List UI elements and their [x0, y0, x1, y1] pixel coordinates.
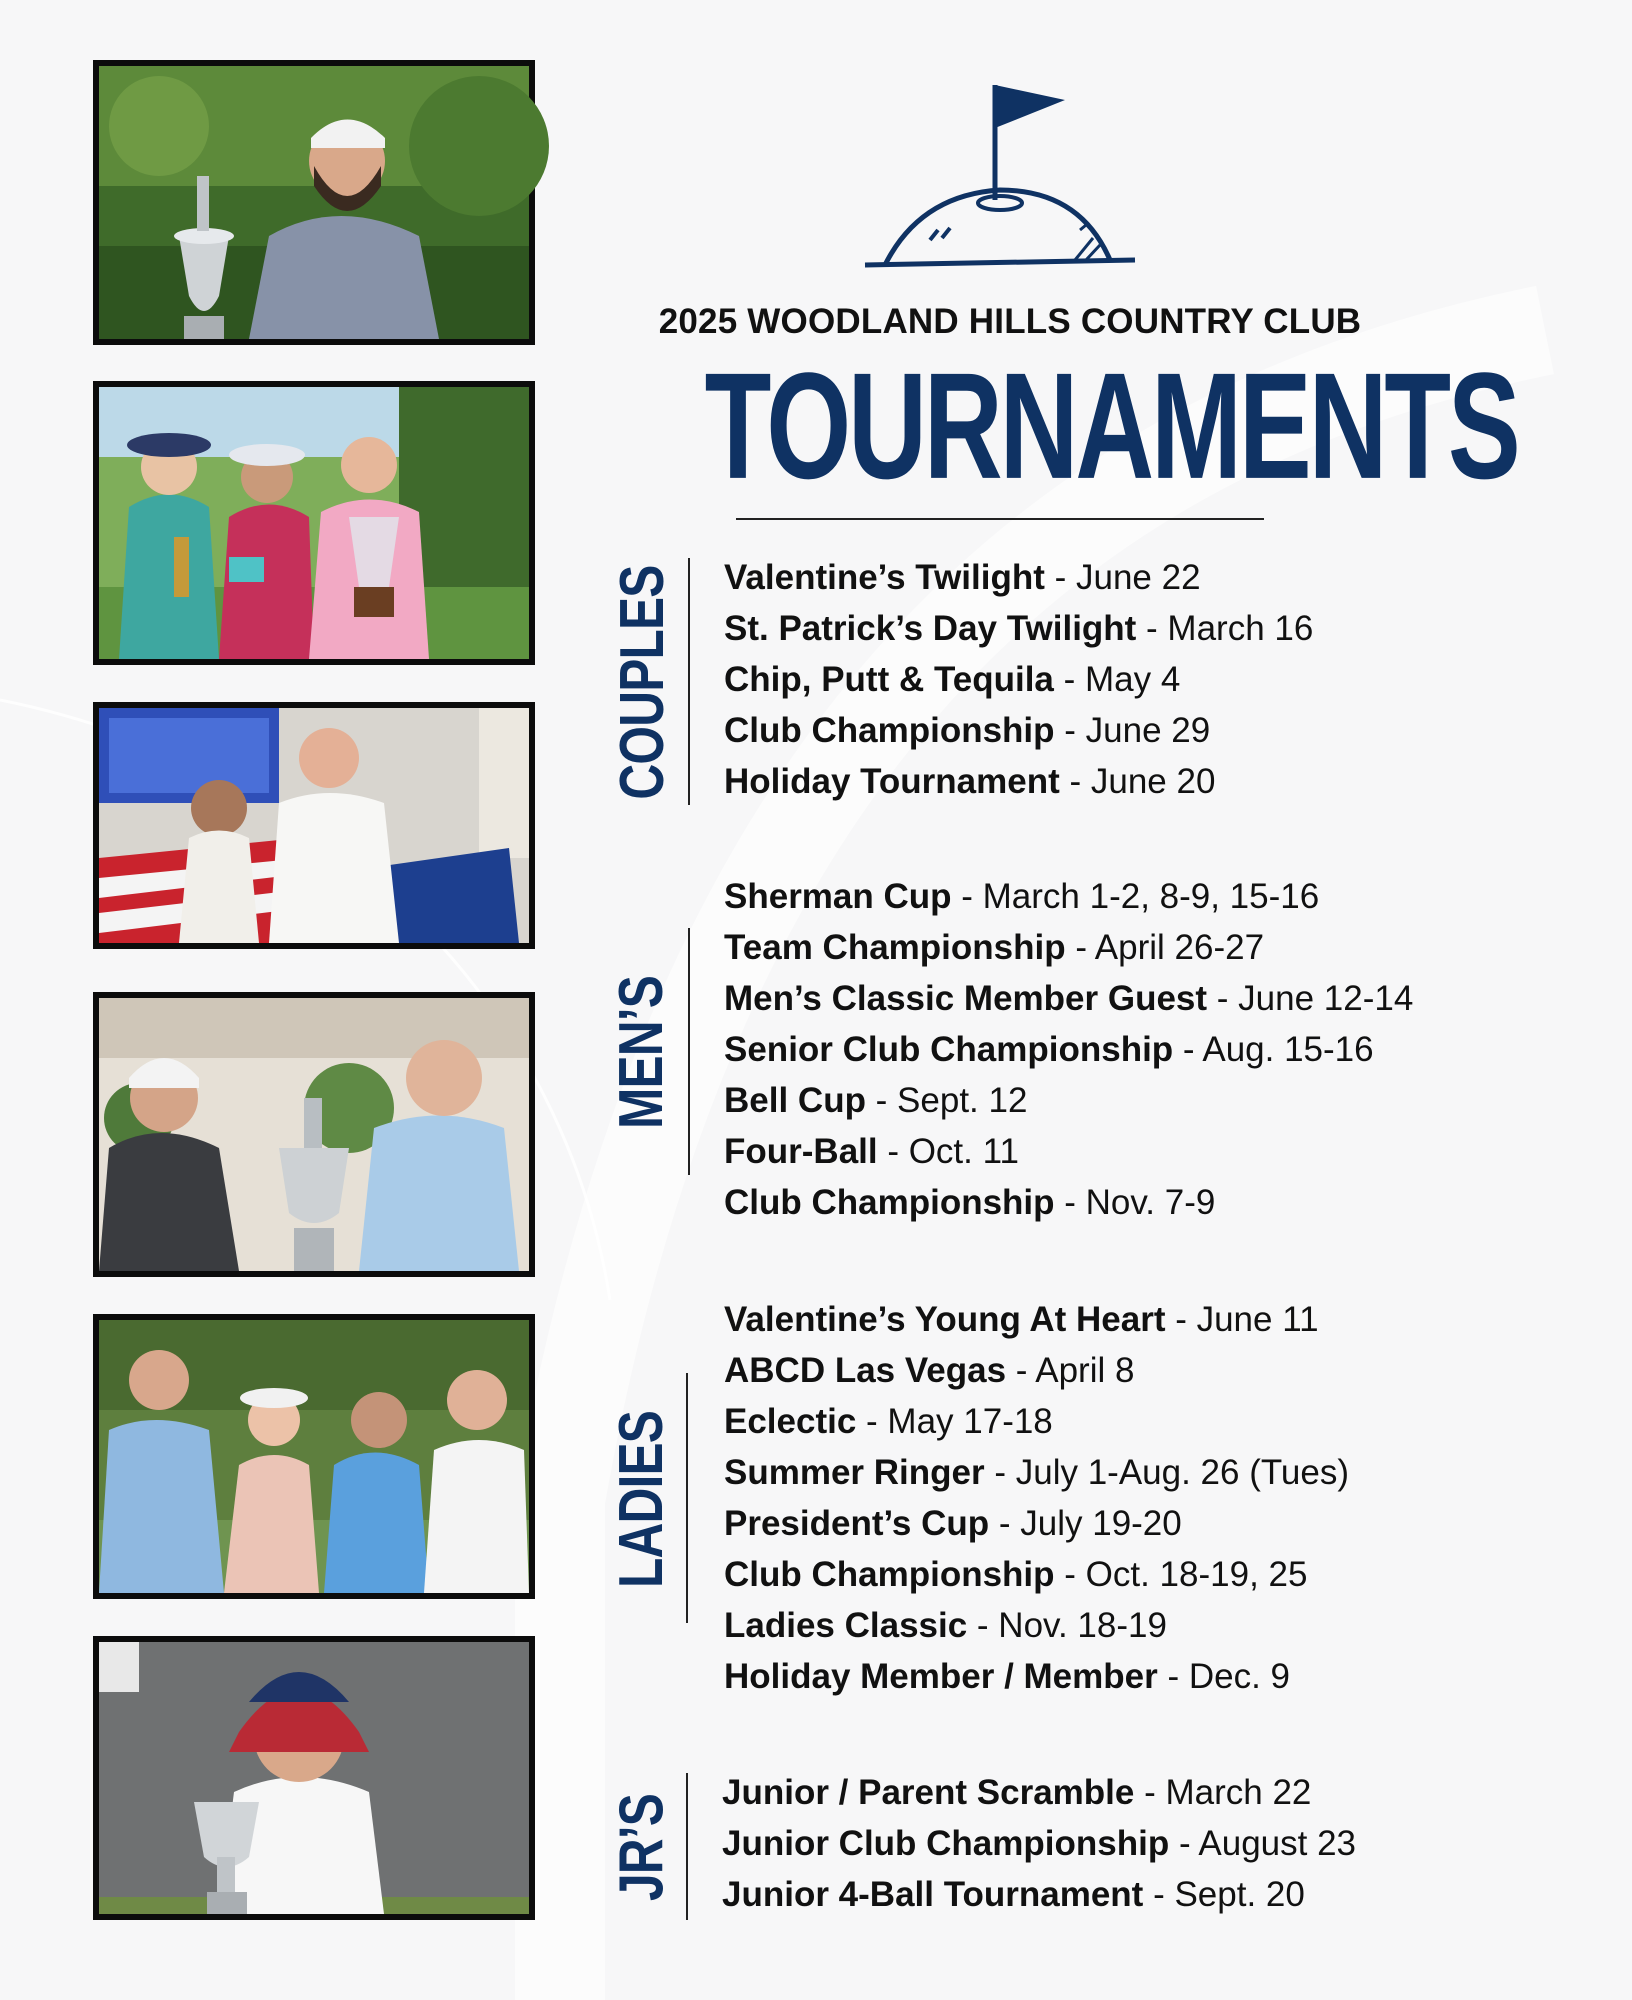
list-item: Summer Ringer - July 1-Aug. 26 (Tues) — [724, 1453, 1350, 1492]
section-label-couples — [602, 560, 682, 805]
list-item: St. Patrick’s Day Twilight - March 16 — [724, 609, 1314, 648]
section-divider-juniors — [686, 1773, 688, 1920]
photo-junior-champion — [93, 1636, 535, 1920]
photo-mens-cup-winners — [93, 992, 535, 1277]
events-list-couples — [724, 552, 1313, 807]
events-list-mens — [724, 871, 1413, 1228]
club-subtitle: 2025 WOODLAND HILLS COUNTRY CLUB — [658, 302, 1362, 341]
section-divider-mens — [688, 928, 690, 1175]
list-item: Valentine’s Young At Heart - June 11 — [724, 1300, 1319, 1339]
list-item: Senior Club Championship - Aug. 15-16 — [724, 1030, 1374, 1069]
page-title — [590, 340, 1518, 511]
list-item: Junior 4-Ball Tournament - Sept. 20 — [722, 1875, 1305, 1914]
list-item: Bell Cup - Sept. 12 — [724, 1081, 1028, 1120]
section-label-ladies — [602, 1375, 682, 1623]
list-item: Junior / Parent Scramble - March 22 — [722, 1773, 1312, 1812]
list-item: Men’s Classic Member Guest - June 12-14 — [724, 979, 1414, 1018]
section-label-mens-text: MEN’S — [607, 975, 677, 1130]
list-item: Valentine’s Twilight - June 22 — [724, 558, 1201, 597]
photo-ladies-winners — [93, 381, 535, 665]
list-item: Ladies Classic - Nov. 18-19 — [724, 1606, 1167, 1645]
section-divider-ladies — [686, 1373, 688, 1623]
header-divider — [736, 518, 1264, 520]
events-list-ladies — [724, 1294, 1349, 1702]
page-title-text: TOURNAMENTS — [704, 340, 1518, 511]
section-label-juniors-text: JR’S — [607, 1793, 677, 1902]
list-item: Four-Ball - Oct. 11 — [724, 1132, 1019, 1171]
list-item: Junior Club Championship - August 23 — [722, 1824, 1357, 1863]
list-item: Eclectic - May 17-18 — [724, 1402, 1053, 1441]
golf-flag-on-green-icon — [860, 80, 1140, 270]
list-item: President’s Cup - July 19-20 — [724, 1504, 1182, 1543]
list-item: Chip, Putt & Tequila - May 4 — [724, 660, 1181, 699]
section-label-mens — [602, 930, 682, 1175]
photo-champion-with-trophy — [93, 60, 535, 345]
list-item: ABCD Las Vegas - April 8 — [724, 1351, 1135, 1390]
section-label-ladies-text: LADIES — [607, 1410, 677, 1588]
list-item: Club Championship - Oct. 18-19, 25 — [724, 1555, 1308, 1594]
list-item: Team Championship - April 26-27 — [724, 928, 1265, 967]
section-label-juniors — [602, 1775, 682, 1920]
photo-family-group — [93, 1314, 535, 1599]
list-item: Club Championship - June 29 — [724, 711, 1211, 750]
list-item: Sherman Cup - March 1-2, 8-9, 15-16 — [724, 877, 1320, 916]
photo-couple-with-flag — [93, 702, 535, 949]
list-item: Holiday Tournament - June 20 — [724, 762, 1216, 801]
list-item: Holiday Member / Member - Dec. 9 — [724, 1657, 1290, 1696]
list-item: Club Championship - Nov. 7-9 — [724, 1183, 1216, 1222]
section-label-couples-text: COUPLES — [607, 565, 677, 800]
section-divider-couples — [688, 558, 690, 805]
events-list-juniors — [722, 1767, 1356, 1920]
